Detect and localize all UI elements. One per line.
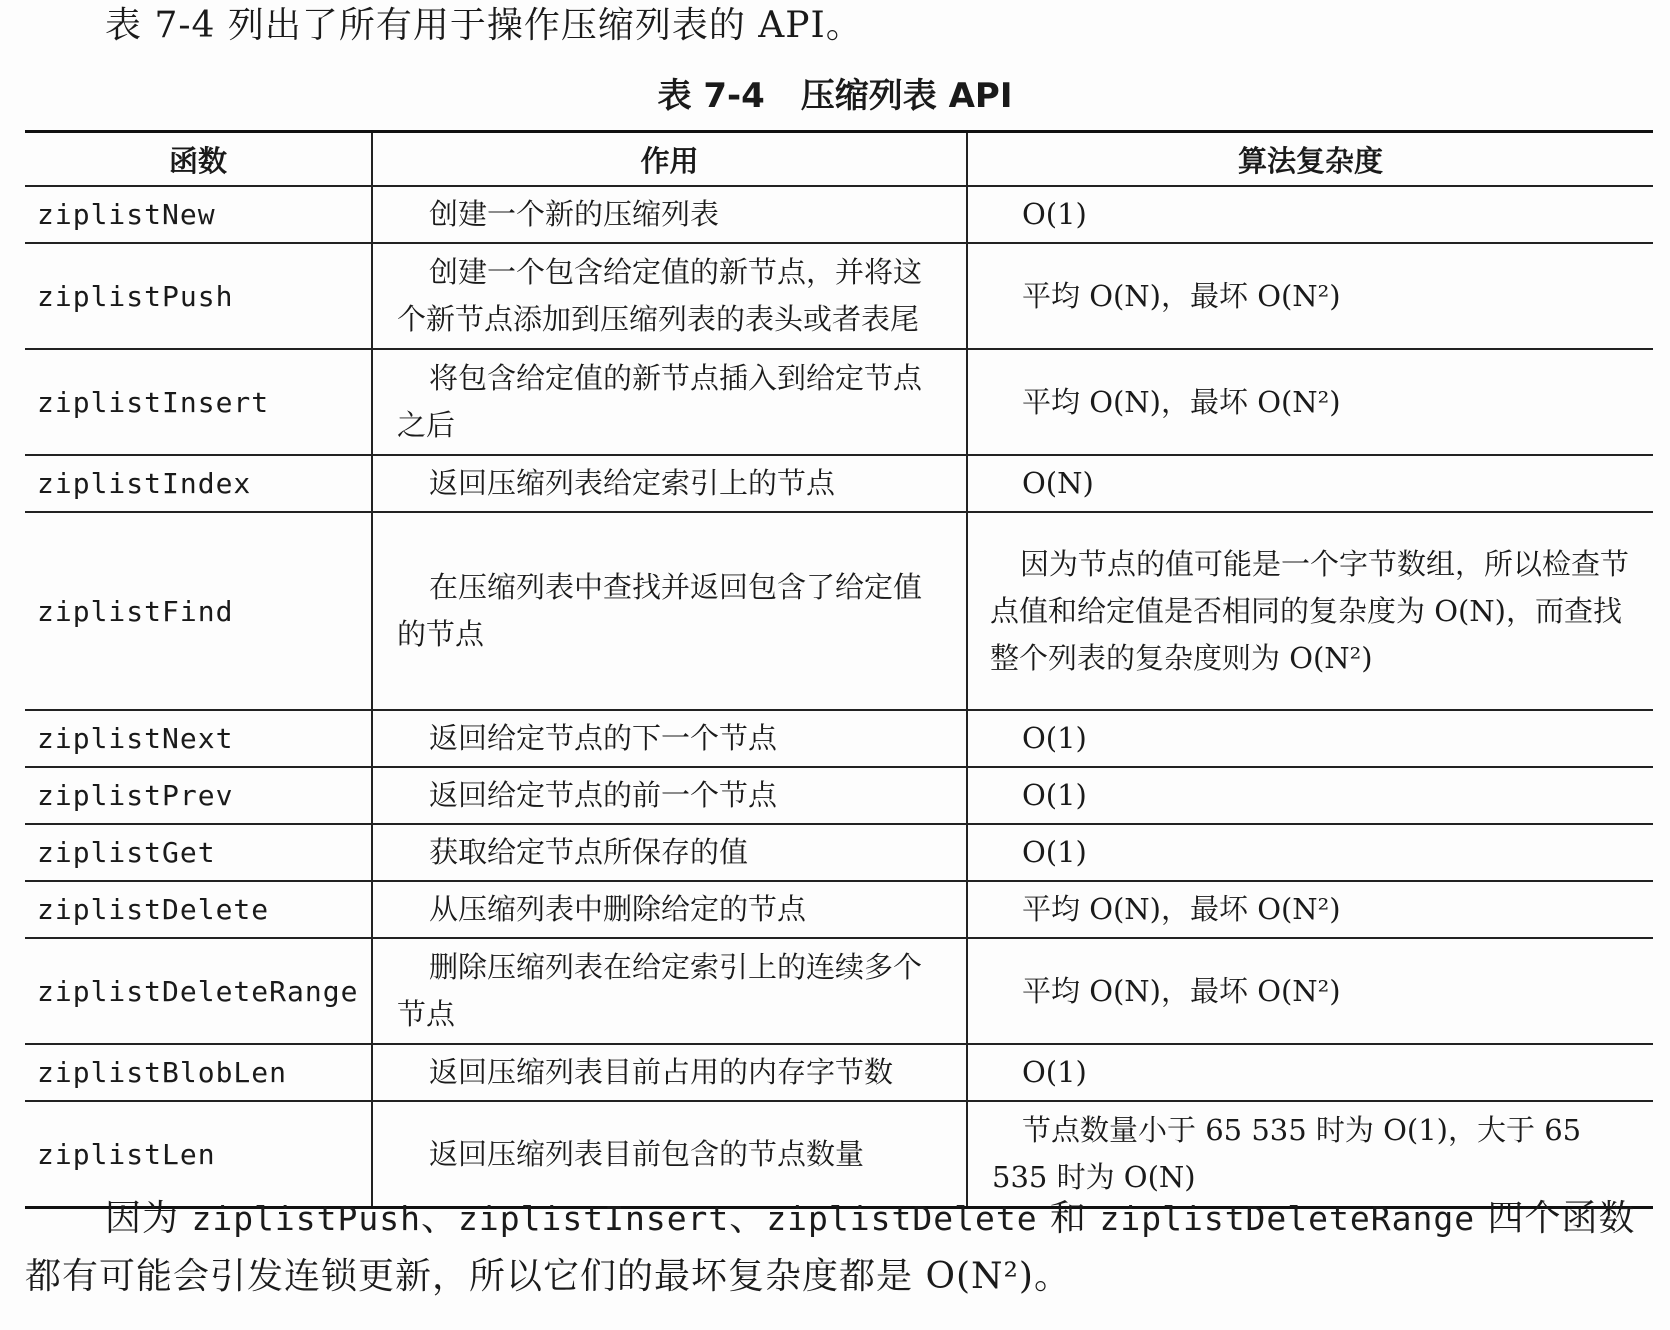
code-ziplistInsert: ziplistInsert bbox=[458, 1199, 730, 1238]
outro-separator: 、 bbox=[729, 1198, 767, 1239]
function-complexity: 平均 O(N)，最坏 O(N²) bbox=[967, 243, 1653, 349]
function-name: ziplistNew bbox=[25, 186, 372, 243]
table-number: 表 7-4 bbox=[657, 76, 765, 116]
table-row bbox=[25, 349, 1653, 455]
function-purpose: 获取给定节点所保存的值 bbox=[372, 824, 967, 881]
function-name: ziplistIndex bbox=[25, 455, 372, 512]
function-complexity: 平均 O(N)，最坏 O(N²) bbox=[967, 349, 1653, 455]
function-name: ziplistNext bbox=[25, 710, 372, 767]
table-header-row bbox=[25, 132, 1653, 187]
function-purpose: 删除压缩列表在给定索引上的连续多个节点 bbox=[372, 938, 967, 1044]
outro-prefix: 因为 bbox=[105, 1198, 192, 1239]
function-name: ziplistLen bbox=[25, 1101, 372, 1208]
function-complexity: O(1) bbox=[967, 710, 1653, 767]
function-complexity: O(1) bbox=[967, 186, 1653, 243]
code-ziplistDeleteRange: ziplistDeleteRange bbox=[1099, 1199, 1476, 1238]
function-purpose: 返回压缩列表目前包含的节点数量 bbox=[372, 1101, 967, 1208]
function-name: ziplistInsert bbox=[25, 349, 372, 455]
function-name: ziplistFind bbox=[25, 512, 372, 710]
function-complexity: 因为节点的值可能是一个字节数组，所以检查节点值和给定值是否相同的复杂度为 O(N)，而查找整个列表的复杂度则为 O(N²) bbox=[967, 512, 1653, 710]
function-purpose: 创建一个新的压缩列表 bbox=[372, 186, 967, 243]
table-row bbox=[25, 243, 1653, 349]
function-complexity: O(1) bbox=[967, 767, 1653, 824]
function-complexity: O(N) bbox=[967, 455, 1653, 512]
table-row bbox=[25, 881, 1653, 938]
header-purpose: 作用 bbox=[372, 132, 967, 187]
function-purpose: 在压缩列表中查找并返回包含了给定值的节点 bbox=[372, 512, 967, 710]
function-purpose: 返回压缩列表给定索引上的节点 bbox=[372, 455, 967, 512]
function-name: ziplistGet bbox=[25, 824, 372, 881]
table-row bbox=[25, 186, 1653, 243]
table-caption bbox=[0, 74, 1670, 118]
code-ziplistDelete: ziplistDelete bbox=[766, 1199, 1038, 1238]
outro-separator: 、 bbox=[421, 1198, 459, 1239]
outro-suffix: 四个函数都有可能会引发连锁更新，所以它们的最坏复杂度都是 O(N²)。 bbox=[25, 1198, 1636, 1297]
function-complexity: 节点数量小于 65 535 时为 O(1)，大于 65 535 时为 O(N) bbox=[967, 1101, 1653, 1208]
function-purpose: 从压缩列表中删除给定的节点 bbox=[372, 881, 967, 938]
function-purpose: 将包含给定值的新节点插入到给定节点之后 bbox=[372, 349, 967, 455]
function-name: ziplistPrev bbox=[25, 767, 372, 824]
intro-paragraph: 表 7-4 列出了所有用于操作压缩列表的 API。 bbox=[105, 5, 863, 46]
function-name: ziplistDeleteRange bbox=[25, 938, 372, 1044]
ziplist-api-table bbox=[25, 130, 1653, 1209]
table-row bbox=[25, 938, 1653, 1044]
header-complexity: 算法复杂度 bbox=[967, 132, 1653, 187]
function-name: ziplistPush bbox=[25, 243, 372, 349]
table-row bbox=[25, 710, 1653, 767]
outro-paragraph bbox=[25, 1190, 1650, 1306]
header-function: 函数 bbox=[25, 132, 372, 187]
function-purpose: 返回给定节点的前一个节点 bbox=[372, 767, 967, 824]
table-row bbox=[25, 455, 1653, 512]
function-purpose: 创建一个包含给定值的新节点，并将这个新节点添加到压缩列表的表头或者表尾 bbox=[372, 243, 967, 349]
function-complexity: O(1) bbox=[967, 1044, 1653, 1101]
function-purpose: 返回给定节点的下一个节点 bbox=[372, 710, 967, 767]
function-complexity: 平均 O(N)，最坏 O(N²) bbox=[967, 938, 1653, 1044]
table-row bbox=[25, 1044, 1653, 1101]
outro-separator: 和 bbox=[1037, 1198, 1100, 1239]
table-title: 压缩列表 API bbox=[800, 76, 1013, 116]
function-complexity: O(1) bbox=[967, 824, 1653, 881]
function-name: ziplistDelete bbox=[25, 881, 372, 938]
table-row bbox=[25, 824, 1653, 881]
code-ziplistPush: ziplistPush bbox=[191, 1199, 421, 1238]
function-complexity: 平均 O(N)，最坏 O(N²) bbox=[967, 881, 1653, 938]
table-row bbox=[25, 512, 1653, 710]
table-row bbox=[25, 767, 1653, 824]
function-name: ziplistBlobLen bbox=[25, 1044, 372, 1101]
function-purpose: 返回压缩列表目前占用的内存字节数 bbox=[372, 1044, 967, 1101]
